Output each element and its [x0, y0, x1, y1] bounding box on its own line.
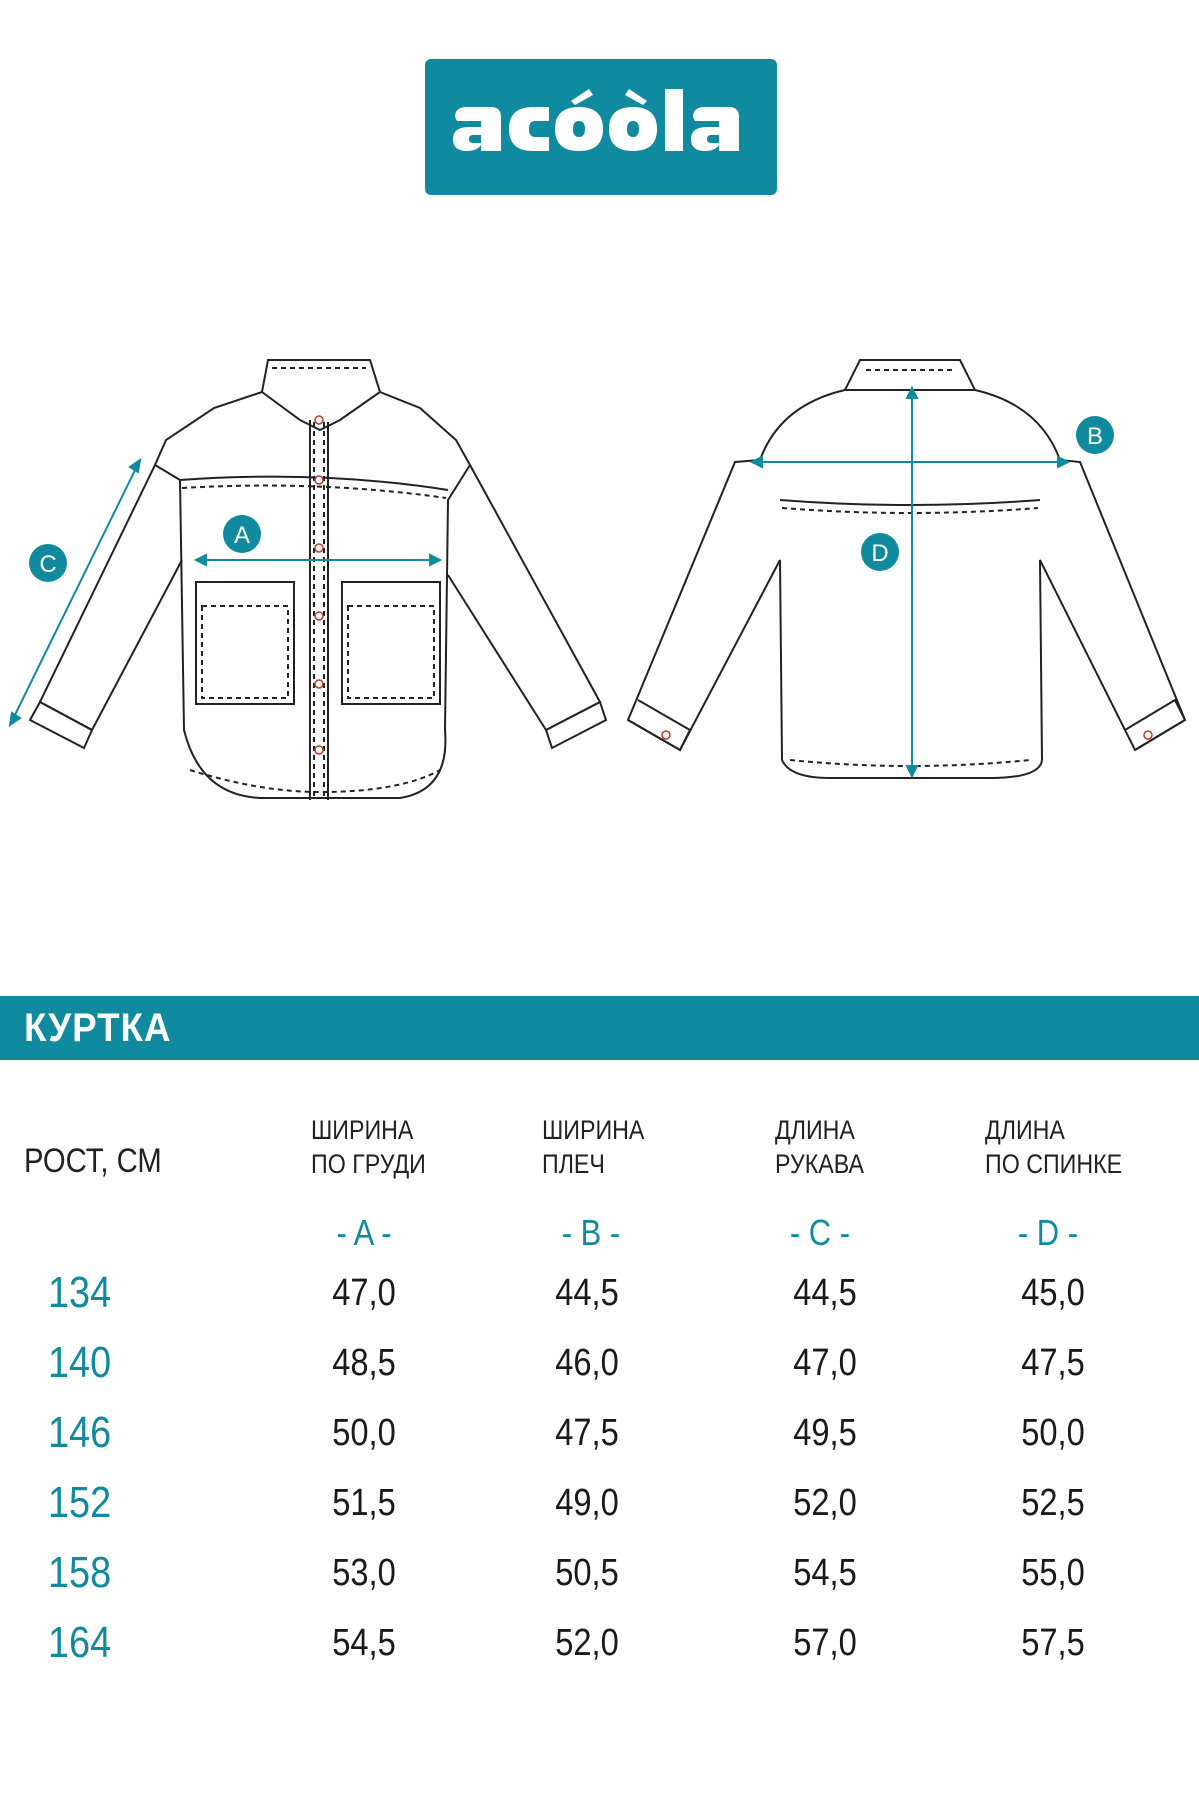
- row-size: 164: [48, 1618, 112, 1667]
- marker-b: B: [1086, 423, 1104, 450]
- jacket-front-drawing: [30, 360, 606, 800]
- table-row: [0, 1478, 1199, 1548]
- row-size: 134: [48, 1268, 112, 1317]
- value-c: 54,5: [793, 1552, 857, 1594]
- table-row: [0, 1338, 1199, 1408]
- value-b: 49,0: [555, 1482, 619, 1524]
- value-a: 47,0: [332, 1272, 396, 1314]
- value-a: 54,5: [332, 1622, 396, 1664]
- marker-a: A: [233, 522, 251, 549]
- section-banner: [0, 996, 1199, 1060]
- value-a: 53,0: [332, 1552, 396, 1594]
- value-d: 50,0: [1021, 1412, 1085, 1454]
- column-header-d: ДЛИНА ПО СПИНКЕ: [985, 1115, 1123, 1179]
- column-letter-a: - A -: [336, 1212, 392, 1253]
- table-row: [0, 1268, 1199, 1338]
- brand-logo: [425, 59, 777, 195]
- value-d: 55,0: [1021, 1552, 1085, 1594]
- value-c: 47,0: [793, 1342, 857, 1384]
- column-letter-c: - C -: [789, 1212, 851, 1253]
- value-a: 50,0: [332, 1412, 396, 1454]
- value-c: 44,5: [793, 1272, 857, 1314]
- row-size: 152: [48, 1478, 112, 1527]
- row-size: 140: [48, 1338, 112, 1387]
- value-b: 44,5: [555, 1272, 619, 1314]
- marker-d: D: [871, 540, 889, 567]
- value-a: 48,5: [332, 1342, 396, 1384]
- jacket-sketch: [0, 330, 1199, 830]
- height-header: РОСТ, СМ: [24, 1142, 162, 1180]
- brand-logo-wordmark: [425, 59, 777, 195]
- column-header-b: ШИРИНА ПЛЕЧ: [542, 1115, 645, 1179]
- value-b: 50,5: [555, 1552, 619, 1594]
- table-row: [0, 1408, 1199, 1478]
- value-d: 47,5: [1021, 1342, 1085, 1384]
- section-title: КУРТКА: [24, 1006, 172, 1050]
- column-header-a: ШИРИНА ПО ГРУДИ: [311, 1115, 426, 1179]
- value-a: 51,5: [332, 1482, 396, 1524]
- row-size: 146: [48, 1408, 112, 1457]
- value-d: 57,5: [1021, 1622, 1085, 1664]
- table-row: [0, 1618, 1199, 1688]
- column-letter-d: - D -: [1017, 1212, 1079, 1253]
- value-c: 52,0: [793, 1482, 857, 1524]
- value-d: 45,0: [1021, 1272, 1085, 1314]
- column-letter-b: - B -: [561, 1212, 621, 1253]
- value-b: 52,0: [555, 1622, 619, 1664]
- column-header-c: ДЛИНА РУКАВА: [775, 1115, 864, 1179]
- table-row: [0, 1548, 1199, 1618]
- value-d: 52,5: [1021, 1482, 1085, 1524]
- value-c: 49,5: [793, 1412, 857, 1454]
- marker-c: C: [39, 551, 57, 578]
- value-c: 57,0: [793, 1622, 857, 1664]
- row-size: 158: [48, 1548, 112, 1597]
- value-b: 46,0: [555, 1342, 619, 1384]
- value-b: 47,5: [555, 1412, 619, 1454]
